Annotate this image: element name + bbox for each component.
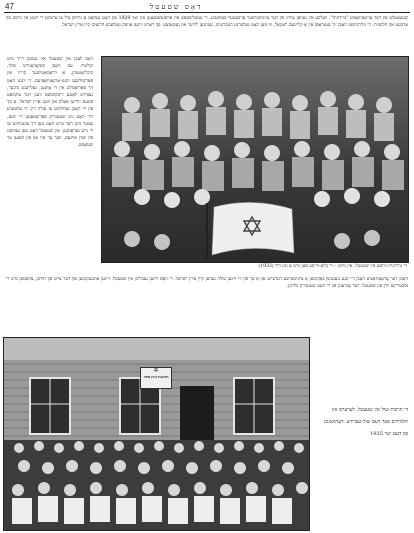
- school-sign-label: תרבות בית ספר: [143, 375, 169, 379]
- page-number: 47: [5, 2, 14, 11]
- caption-bottom: די תרבות-שול אין שטעטל. לערערס און תלמידים פאַר דעם שול-געביידע. דערמאָנונג פון דעם יאָר 1935: [323, 407, 408, 437]
- group-photo-top: [101, 56, 409, 263]
- side-column-text: דאָס לעבן אין שטעטל איז געווען רייך מיט קולטור. עס האָבן פונקציאָנירט שולן, ביבליאָטעקן, אַ דראַמאַטישער קרייז און פאַרשידענע יוגנט-אָרגאַניזאַציעס. די יוגנט האָט זיך פאַרזאַמלט אין די אָוונטן, געלייענט ביכער, געפירט לאַנגע דיסקוסיעס וועגן דער צוקונפט פונעם ייִדישן פאָלק און וועגן ארץ ישראל. אַ סך פון זיי האָבן געחלומט צו עולה זיין. די עלטערע דור האָט ניט שטענדיק פאַרשטאַנען די יונגע, אָבער מיט דער צייט האָט מען זיך צוגעוווינט צו די נייע געדאַנקען. אין שטעטל האָט מען געוווּסט פון יעדן איינעם, ווער ער איז און פון וואַנען ער שטאַמט.: [7, 57, 93, 149]
- school-sign: [140, 367, 172, 389]
- caption-top: די גורדוניה-גרופע אין שטעטל. אין מיטן – די בלאָ-ווייסע פאָן מיט אַ מגן דוד (1933): [258, 264, 407, 269]
- school-photo-bottom: [3, 337, 310, 531]
- top-paragraph: שטעטעלע פון דער אָרגאַניזאַציע "גורדוניה". וועלכע איז געווען צווייג פון דער ציוניסטישער אַרבעטער-באַוועגונג. די געזעלשאַפט איז אויפגעשטאַנען אין יאָר 1929 און האָט געהאַט אַ גרויסן ציל צו ערציען די יוגנט אין גייסט פון אַרבעט און חלוציות. די גורדוניסטן האָבן זיך געטראָפן אין אַ קליינעם לאָקאַל, וווּ מען האָט געלערנט העברעיש, געזונגען לידער און געטאַנצט. פון דאָרט זיינען אַוועק עטלעכע חלוצים קיין ארץ ישראל.: [6, 16, 408, 29]
- mid-paragraph: דאַנק דער אָרגאַניזאַציע האָבן די יונגע מענטשן באַקומען אַ ציוניסטישע דערציונג און אַ סך פון זיי זיינען עולה געווען קיין ארץ ישראל. די וואָס זיינען געבליבן אין שטעטל, זיינען אומגעקומען אין דער צייט פון חורבן, צוזאַמען מיט די איבעריקע ייִדן פון שטעטל. דער אָנדענק פון זיי וועט שטענדיק בלייבן.: [6, 277, 408, 290]
- page-header: [0, 0, 414, 14]
- star-of-david-icon: ✡: [153, 368, 159, 374]
- running-head: דאָס שטעטל: [150, 3, 203, 11]
- header-rule: [4, 12, 410, 13]
